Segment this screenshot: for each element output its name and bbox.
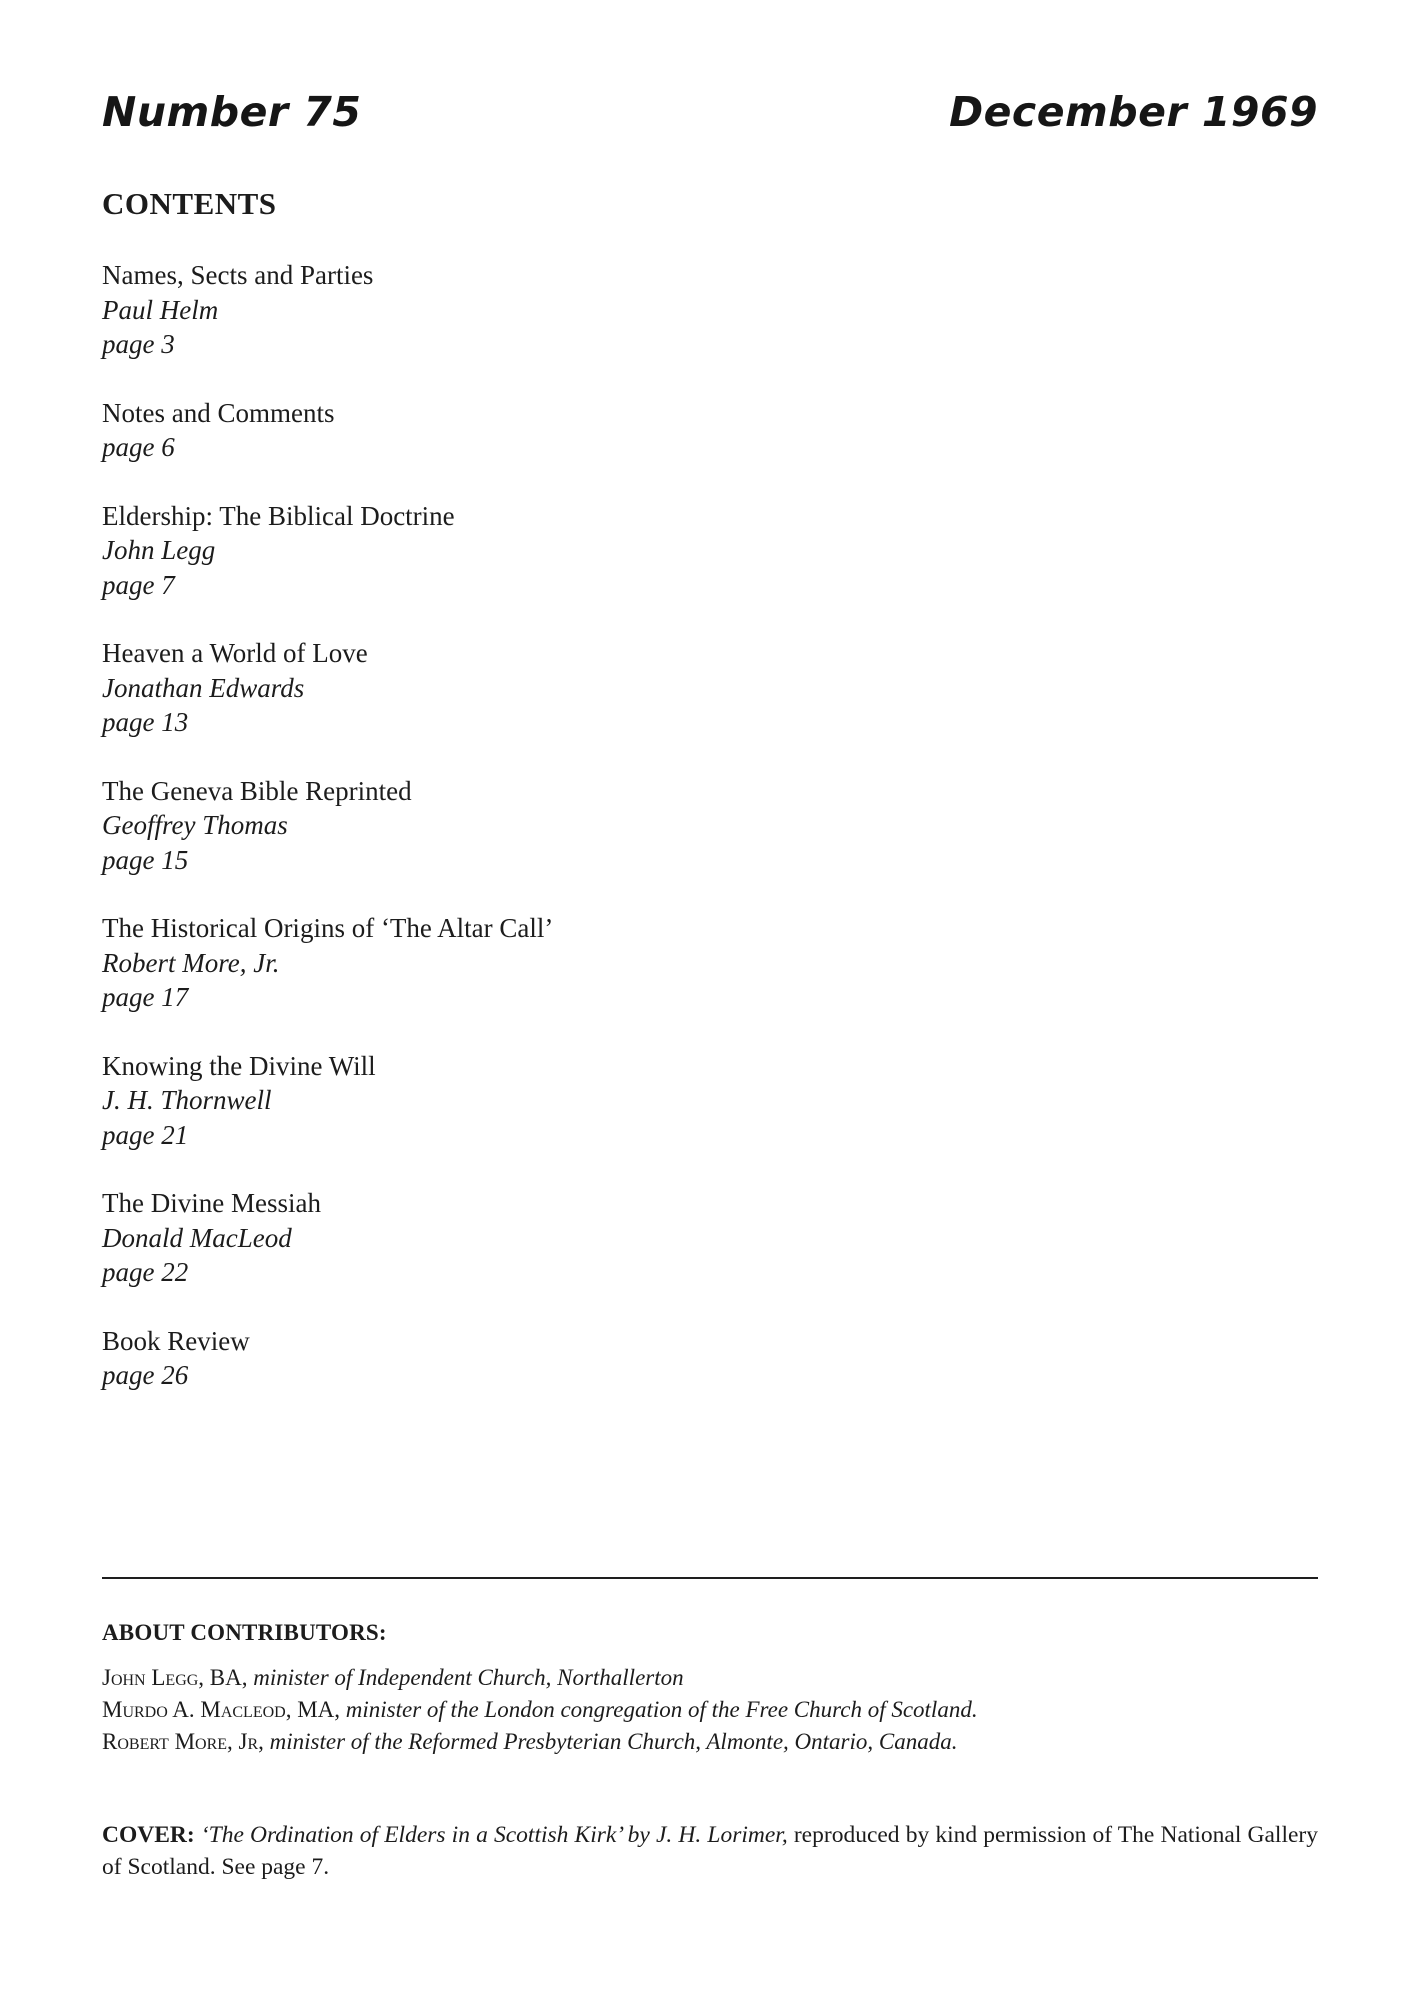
contents-entry[interactable] <box>102 396 1002 465</box>
entry-author: J. H. Thornwell <box>102 1085 272 1115</box>
contributor-name: John Legg <box>102 1665 199 1690</box>
contents-entry[interactable] <box>102 911 1002 1015</box>
section-divider <box>102 1577 1318 1579</box>
contributor-description: minister of the Reformed Presbyterian Church, Almonte, Ontario, Canada. <box>269 1729 958 1754</box>
contributor-description: minister of the London congregation of the Free Church of Scotland. <box>345 1697 978 1722</box>
entry-page: page 17 <box>102 982 189 1012</box>
contributor-name: Robert More, Jr <box>102 1729 259 1754</box>
contributor-credentials: , MA, <box>285 1697 346 1722</box>
contributor-credentials: , BA, <box>198 1665 254 1690</box>
contents-entry[interactable] <box>102 499 1002 603</box>
entry-title[interactable]: Heaven a World of Love <box>102 638 368 668</box>
contents-entry[interactable] <box>102 1324 1002 1393</box>
cover-label: COVER: <box>102 1822 195 1848</box>
contributor-entry <box>102 1694 1318 1726</box>
issue-date: December 1969 <box>949 88 1318 136</box>
cover-work: ‘The Ordination of Elders in a Scottish Kirk’ by J. H. Lorimer, <box>200 1822 788 1848</box>
entry-page: page 13 <box>102 707 189 737</box>
entry-page: page 26 <box>102 1360 189 1390</box>
contributor-credentials: , <box>258 1729 270 1754</box>
entry-title[interactable]: Names, Sects and Parties <box>102 260 374 290</box>
page-header <box>102 88 1318 148</box>
entry-title[interactable]: Notes and Comments <box>102 397 335 428</box>
entry-page: page 3 <box>102 329 175 359</box>
entry-author: Jonathan Edwards <box>102 672 305 703</box>
contents-entry[interactable] <box>102 774 1002 878</box>
entry-title[interactable]: The Divine Messiah <box>102 1188 321 1218</box>
cover-credit <box>102 1819 1318 1883</box>
entry-page: page 7 <box>102 569 175 600</box>
entry-title[interactable]: Knowing the Divine Will <box>102 1050 376 1081</box>
contents-entry[interactable] <box>102 636 1002 740</box>
entry-author: John Legg <box>102 535 216 565</box>
about-heading: ABOUT CONTRIBUTORS: <box>102 1620 387 1645</box>
entry-page: page 22 <box>102 1257 189 1287</box>
entry-page: page 6 <box>102 432 175 462</box>
contributor-description: minister of Independent Church, Northallerton <box>253 1665 684 1690</box>
contents-list <box>102 258 1002 1427</box>
contributor-name: Murdo A. Macleod <box>102 1697 286 1722</box>
contents-entry[interactable] <box>102 258 1002 362</box>
entry-title[interactable]: Eldership: The Biblical Doctrine <box>102 500 455 531</box>
about-contributors <box>102 1620 1318 1758</box>
entry-title[interactable]: The Historical Origins of ‘The Altar Call’ <box>102 913 554 943</box>
entry-title[interactable]: The Geneva Bible Reprinted <box>102 775 412 806</box>
contents-entry[interactable] <box>102 1186 1002 1290</box>
issue-number: Number 75 <box>102 88 362 136</box>
entry-author: Geoffrey Thomas <box>102 810 288 840</box>
contributor-entry <box>102 1726 1318 1758</box>
contributor-entry <box>102 1662 1318 1694</box>
entry-page: page 15 <box>102 844 189 875</box>
entry-author: Robert More, Jr. <box>102 947 280 978</box>
cover-text: reproduced by kind permission of The National Gallery of Scotland. See page 7. <box>102 1822 1318 1880</box>
contents-heading: CONTENTS <box>102 186 277 221</box>
entry-title[interactable]: Book Review <box>102 1325 250 1356</box>
contents-entry[interactable] <box>102 1049 1002 1153</box>
entry-author: Paul Helm <box>102 294 219 325</box>
entry-page: page 21 <box>102 1119 189 1150</box>
entry-author: Donald MacLeod <box>102 1222 292 1253</box>
